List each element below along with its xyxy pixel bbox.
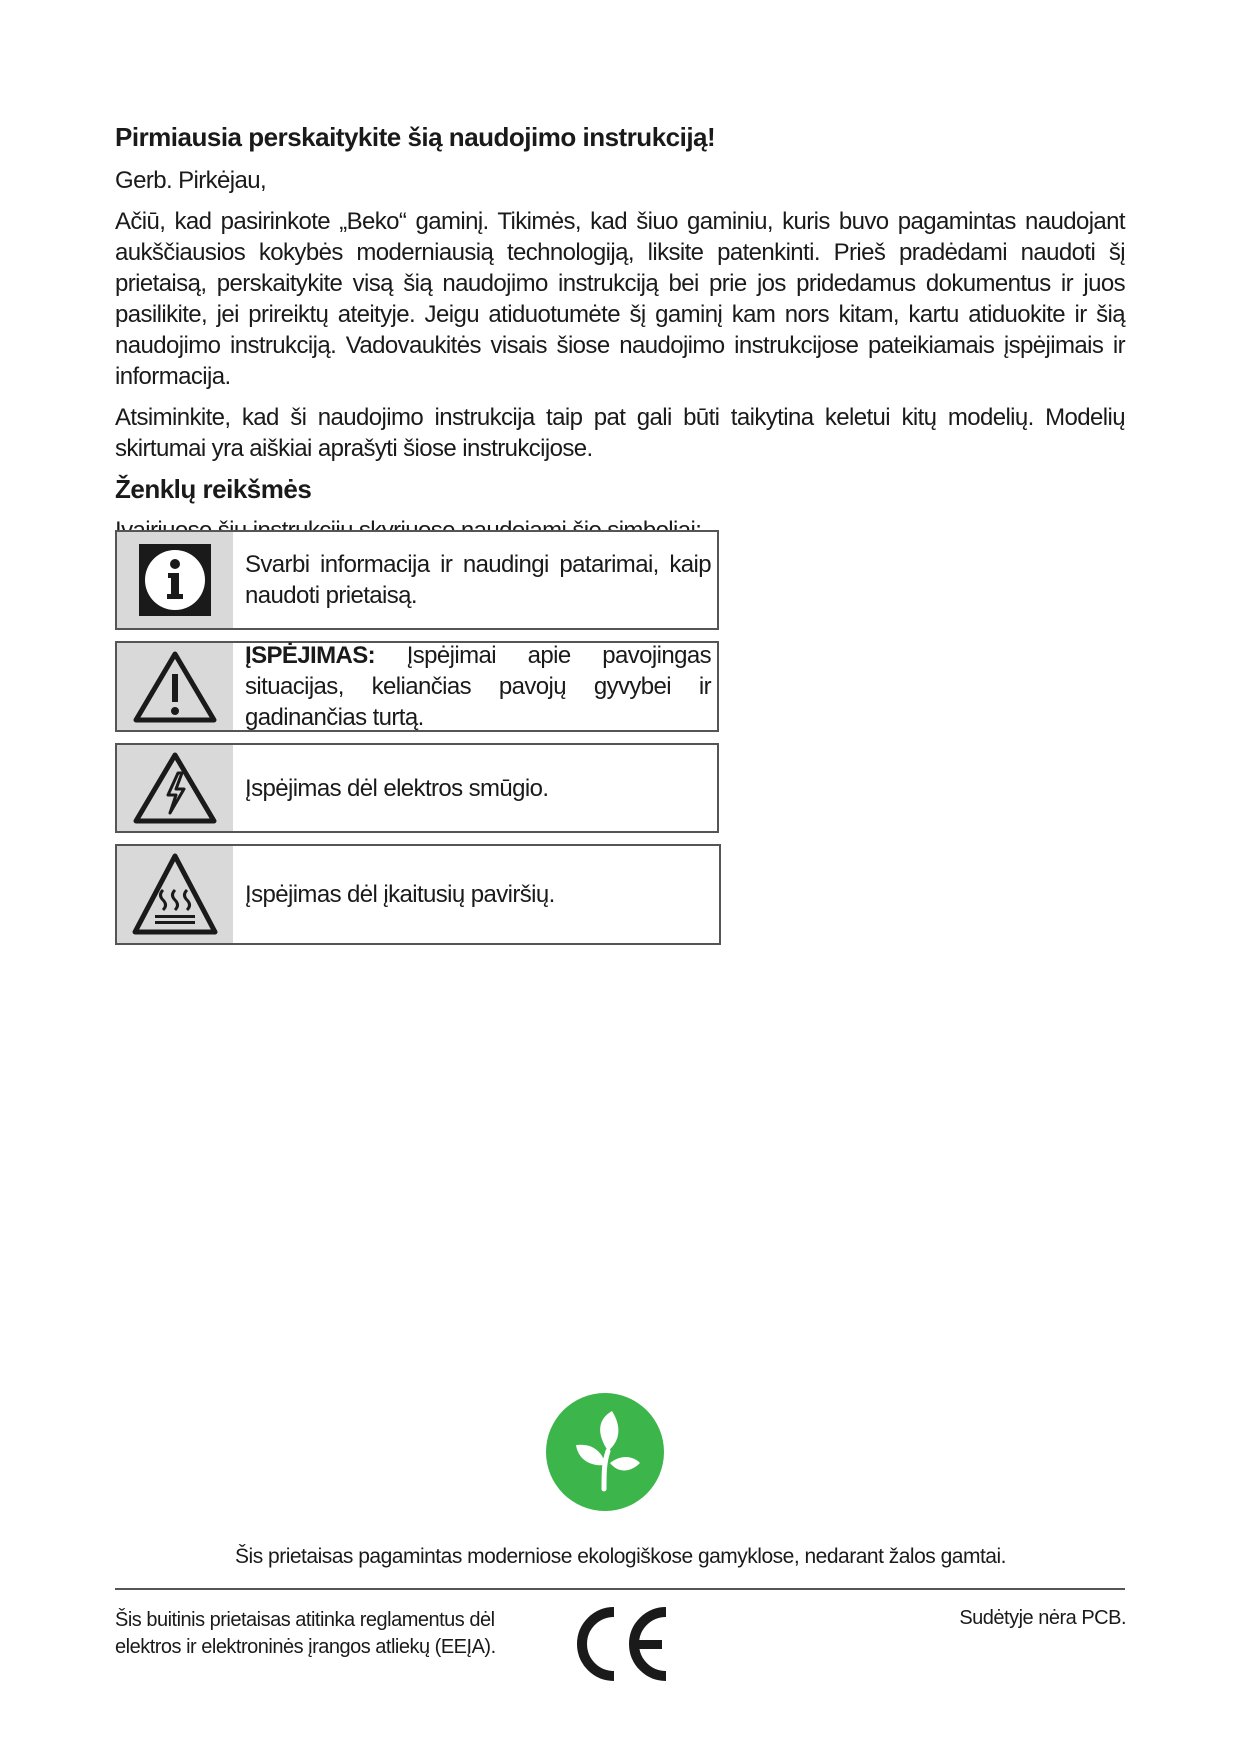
symbol-desc: Svarbi informacija ir naudingi patarimai, kaip naudoti prietaisą. bbox=[245, 551, 711, 609]
symbol-row-warning bbox=[115, 641, 719, 732]
models-paragraph: Atsiminkite, kad ši naudojimo instrukcija taip pat gali būti taikytina keletui kitų modelių. Modelių skirtumai yra aiškiai aprašyti šiose instrukcijose. bbox=[115, 404, 1125, 462]
symbol-desc: Įspėjimas dėl elektros smūgio. bbox=[245, 774, 549, 802]
info-icon-cell bbox=[117, 532, 233, 628]
symbol-text-hot bbox=[233, 879, 561, 910]
symbols-heading: Ženklų reikšmės bbox=[115, 474, 312, 504]
symbol-text-info bbox=[233, 549, 717, 611]
symbol-desc: Įspėjimas dėl įkaitusių paviršių. bbox=[245, 881, 555, 908]
greeting: Gerb. Pirkėjau, bbox=[115, 167, 267, 194]
weee-line-1: Šis buitinis prietaisas atitinka reglamentus dėl bbox=[115, 1609, 495, 1631]
symbol-row-hot bbox=[115, 844, 721, 945]
hot-surface-icon bbox=[131, 852, 219, 938]
weee-statement bbox=[115, 1607, 496, 1661]
symbol-text-electric bbox=[233, 773, 554, 804]
main-content bbox=[115, 122, 1125, 556]
eco-leaf-icon bbox=[546, 1393, 664, 1511]
symbol-row-info bbox=[115, 530, 719, 630]
ce-mark-icon bbox=[570, 1604, 674, 1684]
symbol-bold: ĮSPĖJIMAS: bbox=[245, 642, 376, 669]
page-title: Pirmiausia perskaitykite šią naudojimo instrukciją! bbox=[115, 122, 716, 152]
footer-divider bbox=[115, 1588, 1125, 1590]
eco-statement: Šis prietaisas pagamintas moderniose ekologiškose gamyklose, nedarant žalos gamtai. bbox=[235, 1545, 1006, 1568]
weee-line-2: elektros ir elektroninės įrangos atliekų (EEĮA). bbox=[115, 1636, 496, 1658]
symbol-row-electric bbox=[115, 743, 719, 833]
symbol-text-warning bbox=[233, 640, 717, 733]
info-icon bbox=[139, 544, 211, 616]
warning-icon-cell bbox=[117, 643, 233, 730]
warning-icon bbox=[132, 650, 218, 724]
electric-shock-icon bbox=[132, 751, 218, 825]
pcb-statement: Sudėtyje nėra PCB. bbox=[959, 1607, 1126, 1629]
symbol-desc: Įspėjimai apie pavojingas situacijas, keliančias pavojų gyvybei ir gadinančias turtą. bbox=[245, 642, 711, 731]
electric-icon-cell bbox=[117, 745, 233, 831]
intro-paragraph: Ačiū, kad pasirinkote „Beko“ gaminį. Tikimės, kad šiuo gaminiu, kuris buvo pagamintas naudojant aukščiausios kokybės moderniausią technologiją, liksite patenkinti. Prieš pradėdami naudoti šį prietaisą, perskaitykite visą šią naudojimo instrukciją bei prie jos pridedamus dokumentus ir juos pasilikite, jei prireiktų ateityje. Jeigu atiduotumėte šį gaminį kam nors kitam, kartu atiduokite ir šią naudojimo instrukciją. Vadovaukitės visais šiose naudojimo instrukcijose pateikiamais įspėjimais ir informacija. bbox=[115, 208, 1125, 390]
hot-icon-cell bbox=[117, 846, 233, 943]
